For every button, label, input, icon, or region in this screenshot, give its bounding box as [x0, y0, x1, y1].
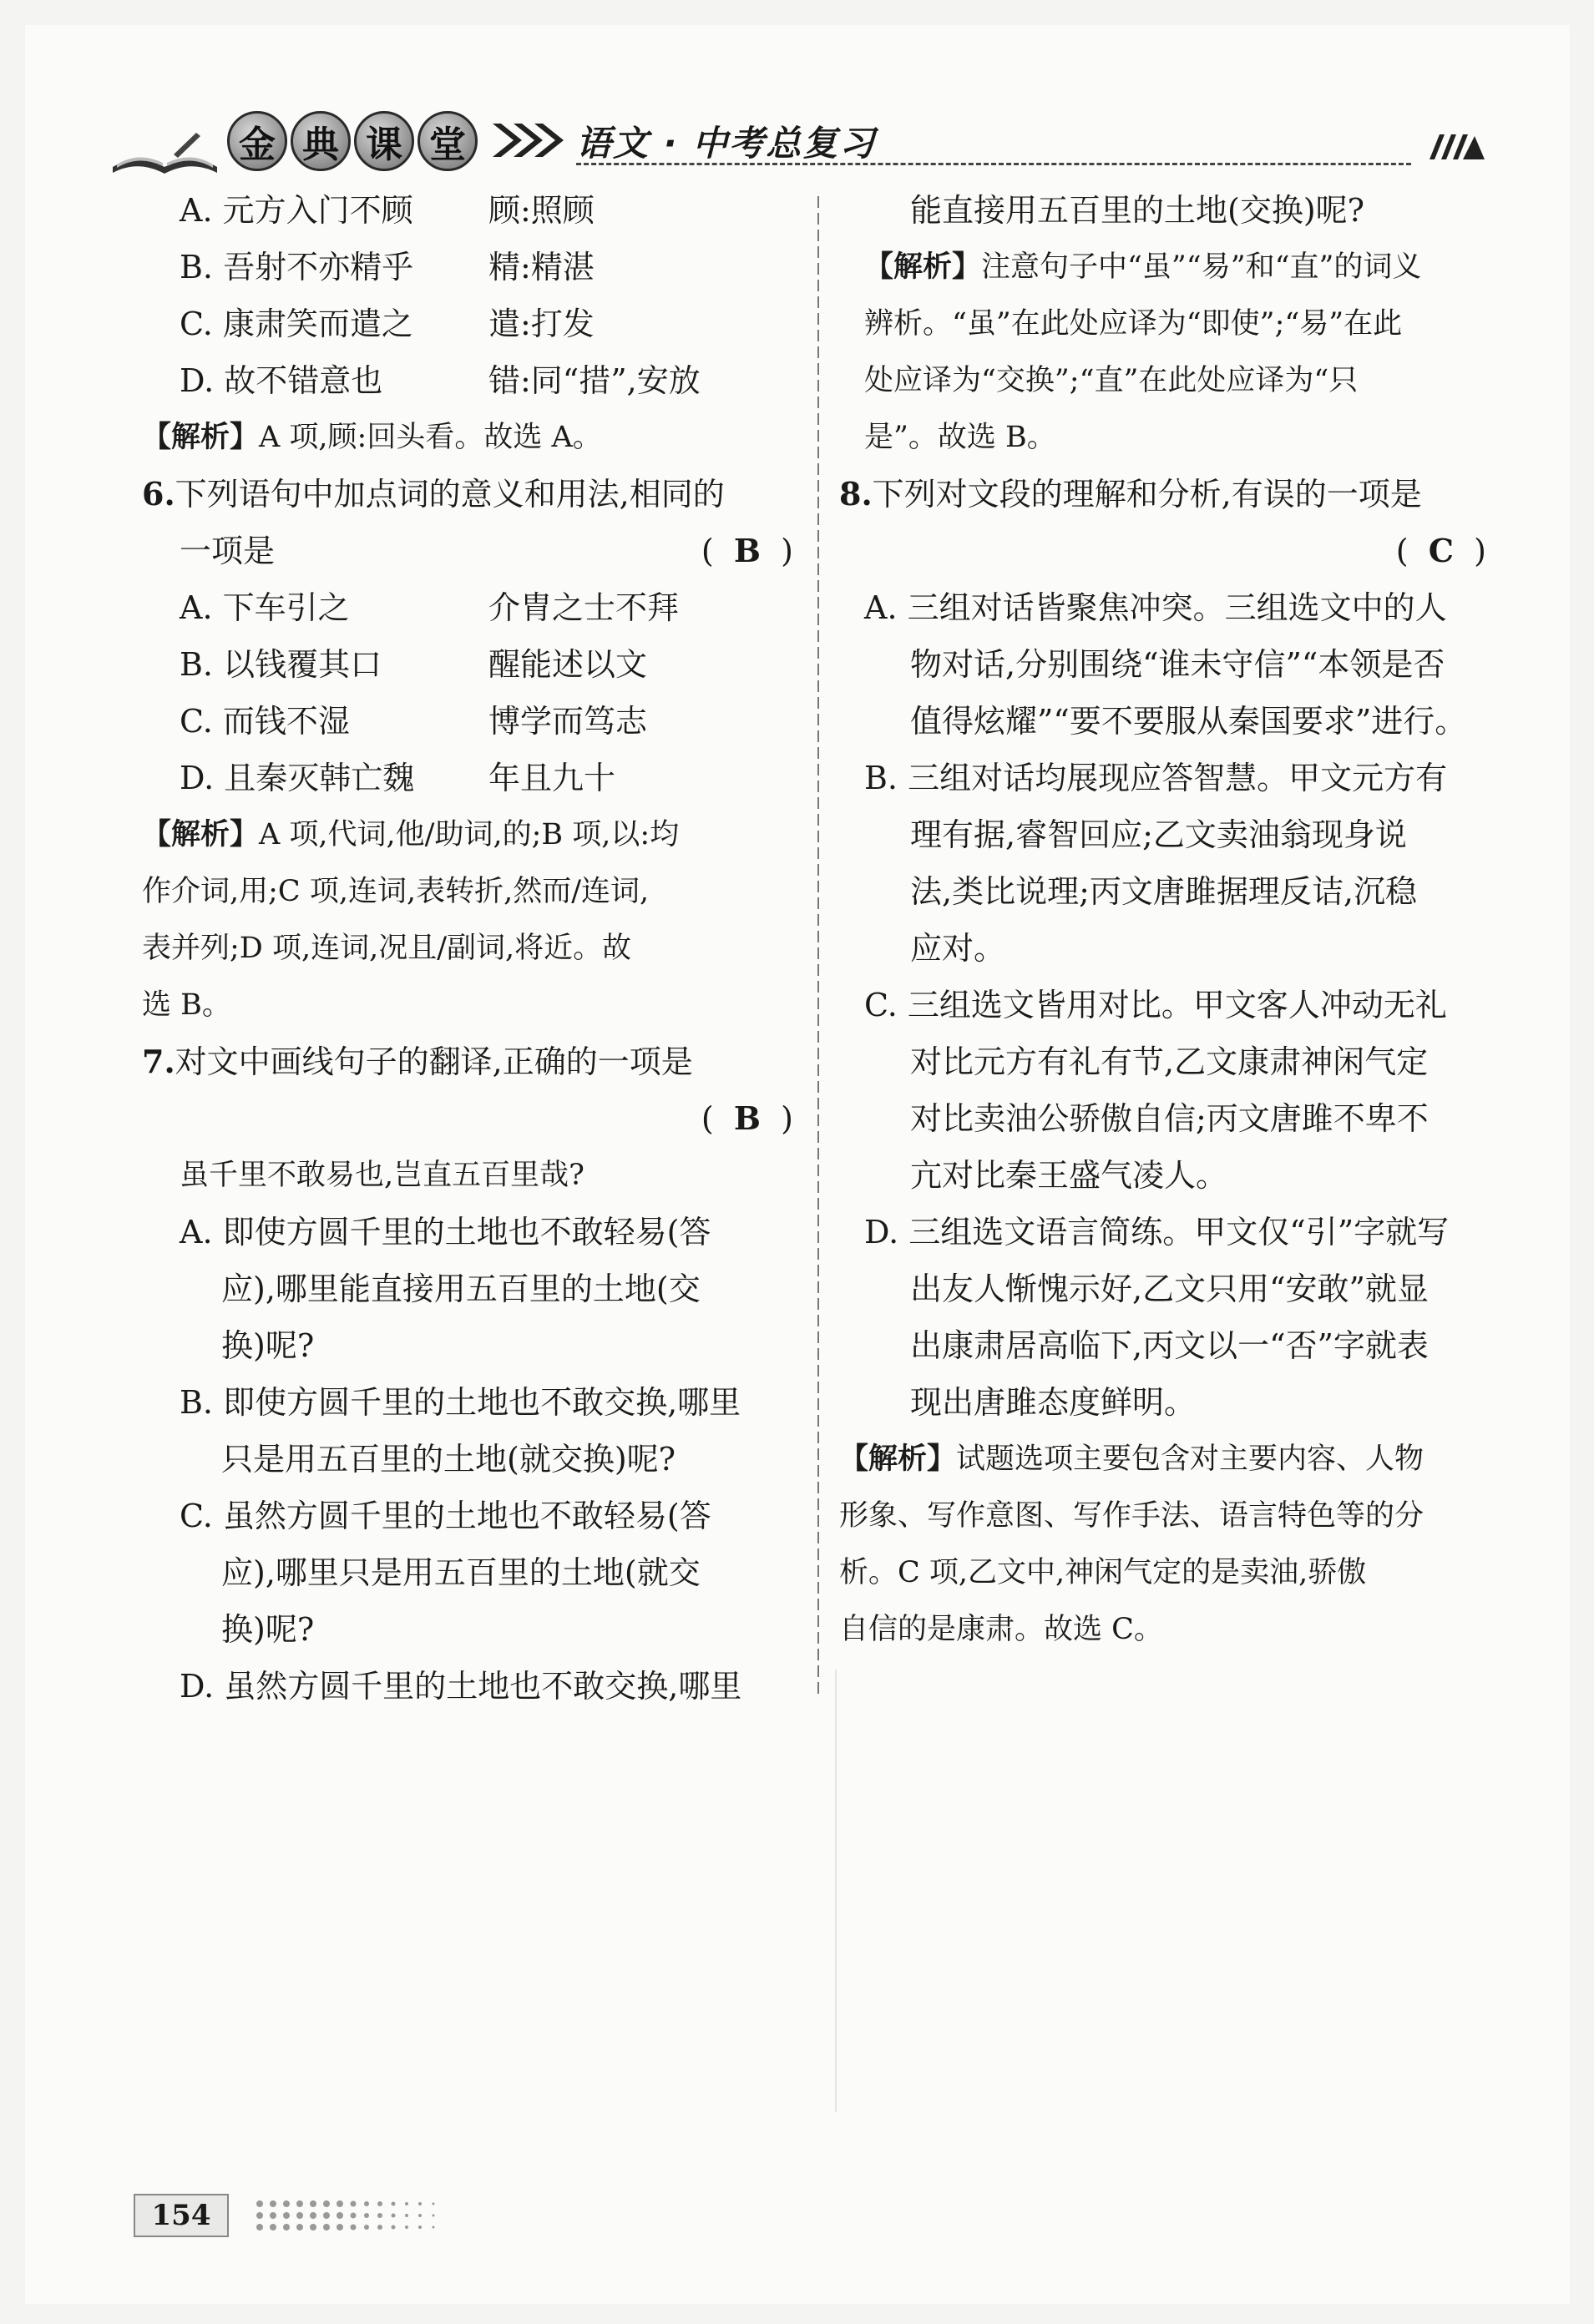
q7-option-c-line: 应),哪里只是用五百里的土地(就交: [221, 1554, 701, 1591]
q8-option-b: B. 三组对话均展现应答智慧。甲文元方有: [864, 760, 1448, 796]
dot-pattern-decoration: [255, 2197, 472, 2232]
q8-answer-line: [864, 523, 1486, 579]
q7-option-a: A. 即使方圆千里的土地也不敢轻易(答: [180, 1214, 711, 1250]
q7-option-d-cont: 能直接用五百里的土地(交换)呢?: [910, 192, 1365, 229]
q8-option-d-line: 出友人惭愧示好,乙文只用“安敢”就显: [910, 1271, 1429, 1307]
q8-option-a-line: 值得炫耀”“要不要服从秦国要求”进行。: [910, 703, 1467, 740]
q7-analysis-line: 辨析。“虽”在此处应译为“即使”;“易”在此: [864, 307, 1403, 341]
left-column: [142, 182, 793, 1715]
q8-analysis-line: 自信的是康肃。故选 C。: [839, 1613, 1163, 1646]
q6-stem: 6.下列语句中加点词的意义和用法,相同的: [142, 475, 725, 513]
q8-option-a: A. 三组对话皆聚焦冲突。三组选文中的人: [864, 589, 1447, 626]
q5-option-d: D. 故不错意也 错:同“措”,安放: [180, 362, 701, 399]
q8-option-c-line: 对比元方有礼有节,乙文康肃神闲气定: [910, 1043, 1429, 1080]
q7-answer: ( B ): [701, 1099, 793, 1137]
q8-option-c: C. 三组选文皆用对比。甲文客人冲动无礼: [864, 987, 1447, 1023]
series-title-badges: [227, 111, 478, 171]
corner-slash-icon: [1428, 128, 1486, 161]
q7-analysis: 【解析】注意句子中“虽”“易”和“直”的词义: [864, 250, 1422, 284]
q8-option-d: D. 三组选文语言简练。甲文仅“引”字就写: [864, 1214, 1450, 1250]
q7-option-a-line: 应),哪里能直接用五百里的土地(交: [221, 1271, 701, 1307]
q5-option-b: B. 吾射不亦精乎 精:精湛: [180, 249, 595, 285]
column-divider: [814, 196, 822, 1699]
q5-option-c: C. 康肃笑而遣之 遣:打发: [180, 306, 595, 342]
q7-sentence: 虽千里不敢易也,岂直五百里哉?: [180, 1159, 584, 1192]
q8-option-d-line: 现出唐雎态度鲜明。: [910, 1384, 1197, 1421]
q7-option-b: B. 即使方圆千里的土地也不敢交换,哪里: [180, 1384, 741, 1421]
q7-analysis-line: 是”。故选 B。: [864, 421, 1056, 454]
q8-option-c-line: 亢对比秦王盛气凌人。: [910, 1157, 1228, 1194]
chevron-right-icon: [488, 119, 568, 161]
q7-option-a-line: 换)呢?: [221, 1327, 315, 1364]
q6-analysis-line: 选 B。: [142, 988, 231, 1022]
q6-answer: ( B ): [701, 532, 793, 569]
q6-analysis-line: 作介词,用;C 项,连词,表转折,然而/连词,: [142, 875, 650, 908]
q8-option-c-line: 对比卖油公骄傲自信;丙文唐雎不卑不: [910, 1100, 1429, 1137]
q6-option-c: C. 而钱不湿 博学而笃志: [180, 703, 648, 740]
faint-divider: [835, 1670, 837, 2112]
q6-analysis: 【解析】A 项,代词,他/助词,的;B 项,以:均: [142, 817, 680, 851]
q8-answer: ( C ): [1395, 532, 1486, 569]
q8-option-a-line: 物对话,分别围绕“谁未守信”“本领是否: [910, 646, 1445, 683]
badge-char: 典: [291, 111, 351, 171]
badge-char: 金: [227, 111, 287, 171]
open-book-icon: [109, 129, 221, 179]
q7-stem: 7.对文中画线句子的翻译,正确的一项是: [142, 1043, 693, 1080]
right-column: [839, 182, 1486, 1658]
q6-stem-cont: 一项是 ( B ): [142, 523, 793, 579]
q6-option-b: B. 以钱覆其口 醒能述以文: [180, 646, 648, 683]
q8-option-b-line: 应对。: [910, 930, 1006, 967]
q7-option-d: D. 虽然方圆千里的土地也不敢交换,哪里: [180, 1668, 742, 1705]
q5-option-a: A. 元方入门不顾 顾:照顾: [180, 192, 595, 229]
q6-option-d: D. 且秦灭韩亡魏 年且九十: [180, 760, 616, 796]
q8-stem: 8.下列对文段的理解和分析,有误的一项是: [839, 475, 1422, 513]
q7-option-b-line: 只是用五百里的土地(就交换)呢?: [221, 1441, 676, 1478]
q8-analysis-line: 析。C 项,乙文中,神闲气定的是卖油,骄傲: [839, 1556, 1367, 1589]
q7-option-c: C. 虽然方圆千里的土地也不敢轻易(答: [180, 1498, 711, 1534]
page-header: [109, 104, 1478, 179]
q5-analysis: 【解析】A 项,顾:回头看。故选 A。: [142, 420, 602, 454]
q8-option-b-line: 法,类比说理;丙文唐雎据理反诘,沉稳: [910, 873, 1417, 910]
q8-analysis-line: 形象、写作意图、写作手法、语言特色等的分: [839, 1499, 1424, 1533]
q8-option-b-line: 理有据,睿智回应;乙文卖油翁现身说: [910, 816, 1407, 853]
q8-analysis: 【解析】试题选项主要包含对主要内容、人物: [839, 1442, 1424, 1476]
badge-char: 课: [354, 111, 414, 171]
page-number: 154: [134, 2194, 229, 2237]
header-rule: [576, 163, 1411, 165]
q7-analysis-line: 处应译为“交换”;“直”在此处应译为“只: [864, 364, 1359, 397]
badge-char: 堂: [417, 111, 478, 171]
q7-answer-line: [142, 1090, 793, 1147]
subject-title: 语文 · 中考总复习: [576, 123, 877, 164]
q8-option-d-line: 出康肃居高临下,丙文以一“否”字就表: [910, 1327, 1429, 1364]
q6-option-a: A. 下车引之 介胄之士不拜: [180, 589, 680, 626]
q6-analysis-line: 表并列;D 项,连词,况且/副词,将近。故: [142, 932, 632, 965]
q7-option-c-line: 换)呢?: [221, 1611, 315, 1648]
